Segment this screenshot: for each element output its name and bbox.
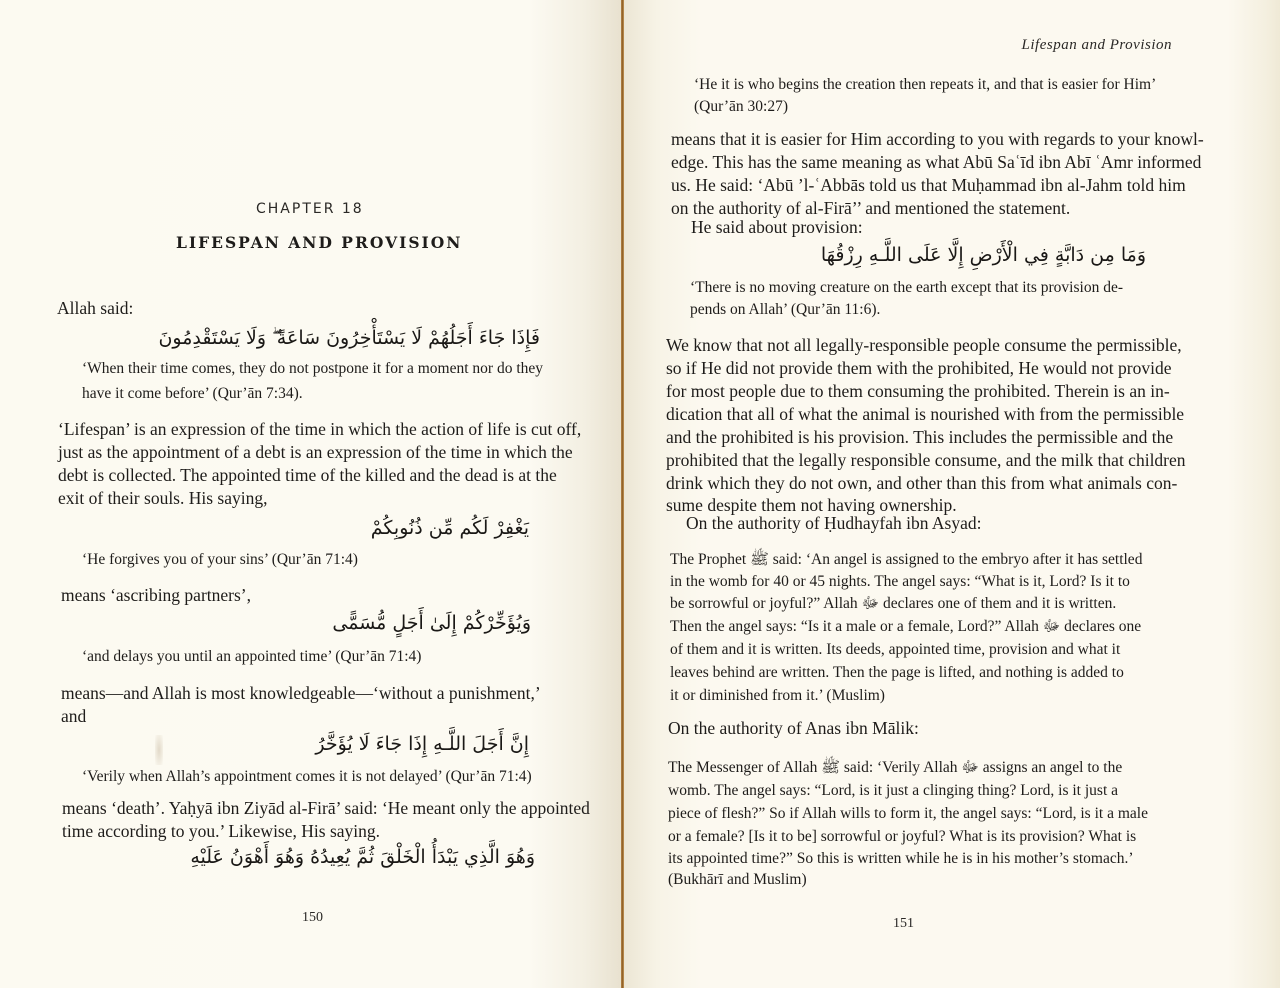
body-text: means ‘death’. Yaḥyā ibn Ziyād al-Firā’ said: ‘He meant only the appointed bbox=[62, 798, 590, 818]
quote-text: pends on Allah’ (Qur’ān 11:6). bbox=[690, 301, 881, 318]
body-text: We know that not all legally-responsible people consume the permissible, bbox=[666, 335, 1182, 355]
body-text: On the authority of Anas ibn Mālik: bbox=[668, 718, 919, 738]
body-text: ‘Lifespan’ is an expression of the time in which the action of life is cut off, bbox=[58, 419, 582, 439]
arabic-verse: فَإِذَا جَاءَ أَجَلُهُمْ لَا يَسْتَأْخِرُونَ سَاعَةً ۖ وَلَا يَسْتَقْدِمُونَ bbox=[158, 327, 540, 349]
hadith-text: piece of flesh?” So if Allah wills to form it, the angel says: “Lord, is it a male bbox=[668, 805, 1148, 822]
quote-text: ‘He forgives you of your sins’ (Qur’ān 71:4) bbox=[82, 551, 358, 568]
body-text: means—and Allah is most knowledgeable—‘without a punishment,’ bbox=[61, 683, 541, 703]
arabic-verse: وَيُؤَخِّرْكُمْ إِلَىٰ أَجَلٍ مُّسَمًّى bbox=[332, 612, 531, 634]
quote-text: ‘When their time comes, they do not postpone it for a moment nor do they bbox=[82, 360, 544, 377]
hadith-text: The Prophet ﷺ said: ‘An angel is assigned to the embryo after it has settled bbox=[670, 551, 1143, 568]
body-text: debt is collected. The appointed time of the killed and the dead is at the bbox=[58, 465, 557, 485]
hadith-text: be sorrowful or joyful?” Allah ﷻ declares one of them and it is written. bbox=[670, 595, 1117, 612]
quote-text: ‘There is no moving creature on the earth except that its provision de- bbox=[690, 279, 1123, 296]
hadith-text: in the womb for 40 or 45 nights. The angel says: “What is it, Lord? Is it to bbox=[670, 573, 1130, 590]
body-text: He said about provision: bbox=[691, 217, 863, 237]
hadith-text: its appointed time?” So this is written while he is in his mother’s stomach.’ bbox=[668, 850, 1134, 867]
body-text: Allah said: bbox=[57, 298, 134, 318]
body-text: and bbox=[61, 706, 87, 726]
body-text: On the authority of Ḥudhayfah ibn Asyad: bbox=[686, 513, 982, 533]
hadith-text: it or diminished from it.’ (Muslim) bbox=[670, 687, 885, 704]
body-text: time according to you.’ Likewise, His saying. bbox=[62, 821, 381, 841]
arabic-verse: يَغْفِرْ لَكُم مِّن ذُنُوبِكُمْ bbox=[370, 517, 529, 539]
quote-text: have it come before’ (Qur’ān 7:34). bbox=[82, 385, 303, 402]
page-number: 151 bbox=[893, 916, 914, 931]
hadith-text: of them and it is written. Its deeds, appointed time, provision and what it bbox=[670, 641, 1121, 658]
body-text: so if He did not provide them with the prohibited, He would not provide bbox=[666, 358, 1172, 378]
page-stain bbox=[155, 735, 163, 765]
arabic-verse: وَهُوَ الَّذِي يَبْدَأُ الْخَلْقَ ثُمَّ يُعِيدُهُ وَهُوَ أَهْوَنُ عَلَيْهِ bbox=[190, 846, 535, 868]
body-text: prohibited that the legally responsible consume, and the milk that children bbox=[666, 450, 1186, 470]
hadith-text: The Messenger of Allah ﷺ said: ‘Verily Allah ﷻ assigns an angel to the bbox=[668, 759, 1123, 776]
quote-text: (Qur’ān 30:27) bbox=[694, 98, 788, 115]
arabic-verse: وَمَا مِن دَابَّةٍ فِي الْأَرْضِ إِلَّا عَلَى اللَّـهِ رِزْقُهَا bbox=[820, 244, 1146, 266]
body-text: means ‘ascribing partners’, bbox=[61, 585, 251, 605]
hadith-text: leaves behind are written. Then the page is lifted, and nothing is added to bbox=[670, 664, 1124, 681]
body-text: means that it is easier for Him according to you with regards to your knowl- bbox=[671, 129, 1204, 149]
chapter-title: LIFESPAN AND PROVISION bbox=[176, 233, 463, 252]
body-text: for most people due to them consuming the prohibited. Therein is an in- bbox=[666, 381, 1170, 401]
chapter-label: CHAPTER 18 bbox=[256, 201, 364, 217]
running-head: Lifespan and Provision bbox=[1021, 37, 1172, 53]
page-number: 150 bbox=[302, 910, 323, 925]
body-text: on the authority of al-Firā’’ and mentioned the statement. bbox=[671, 198, 1071, 218]
hadith-text: (Bukhārī and Muslim) bbox=[668, 871, 807, 888]
body-text: sume despite them not having ownership. bbox=[666, 495, 957, 515]
body-text: us. He said: ‘Abū ’l-ʿAbbās told us that Muḥammad ibn al-Jahm told him bbox=[671, 175, 1186, 195]
quote-text: ‘and delays you until an appointed time’ (Qur’ān 71:4) bbox=[82, 648, 422, 665]
arabic-verse: إِنَّ أَجَلَ اللَّـهِ إِذَا جَاءَ لَا يُؤَخَّرُ bbox=[315, 733, 529, 755]
body-text: and the prohibited is his provision. This includes the permissible and the bbox=[666, 427, 1174, 447]
hadith-text: or a female? [Is it to be] sorrowful or joyful? What is its provision? What is bbox=[668, 828, 1137, 845]
quote-text: ‘He it is who begins the creation then repeats it, and that is easier for Him’ bbox=[694, 76, 1157, 93]
right-page bbox=[624, 0, 1280, 988]
hadith-text: Then the angel says: “Is it a male or a female, Lord?” Allah ﷻ declares one bbox=[670, 618, 1142, 635]
hadith-text: womb. The angel says: “Lord, is it just a clinging thing? Lord, is it just a bbox=[668, 782, 1119, 799]
body-text: just as the appointment of a debt is an expression of the time in which the bbox=[58, 442, 573, 462]
quote-text: ‘Verily when Allah’s appointment comes it is not delayed’ (Qur’ān 71:4) bbox=[82, 768, 532, 785]
body-text: exit of their souls. His saying, bbox=[58, 488, 268, 508]
left-page bbox=[0, 0, 622, 988]
body-text: edge. This has the same meaning as what Abū Saʿīd ibn Abī ʿAmr informed bbox=[671, 152, 1202, 172]
body-text: drink which they do not own, and other than this from what animals con- bbox=[666, 473, 1178, 493]
body-text: dication that all of what the animal is nourished with from the permissible bbox=[666, 404, 1185, 424]
